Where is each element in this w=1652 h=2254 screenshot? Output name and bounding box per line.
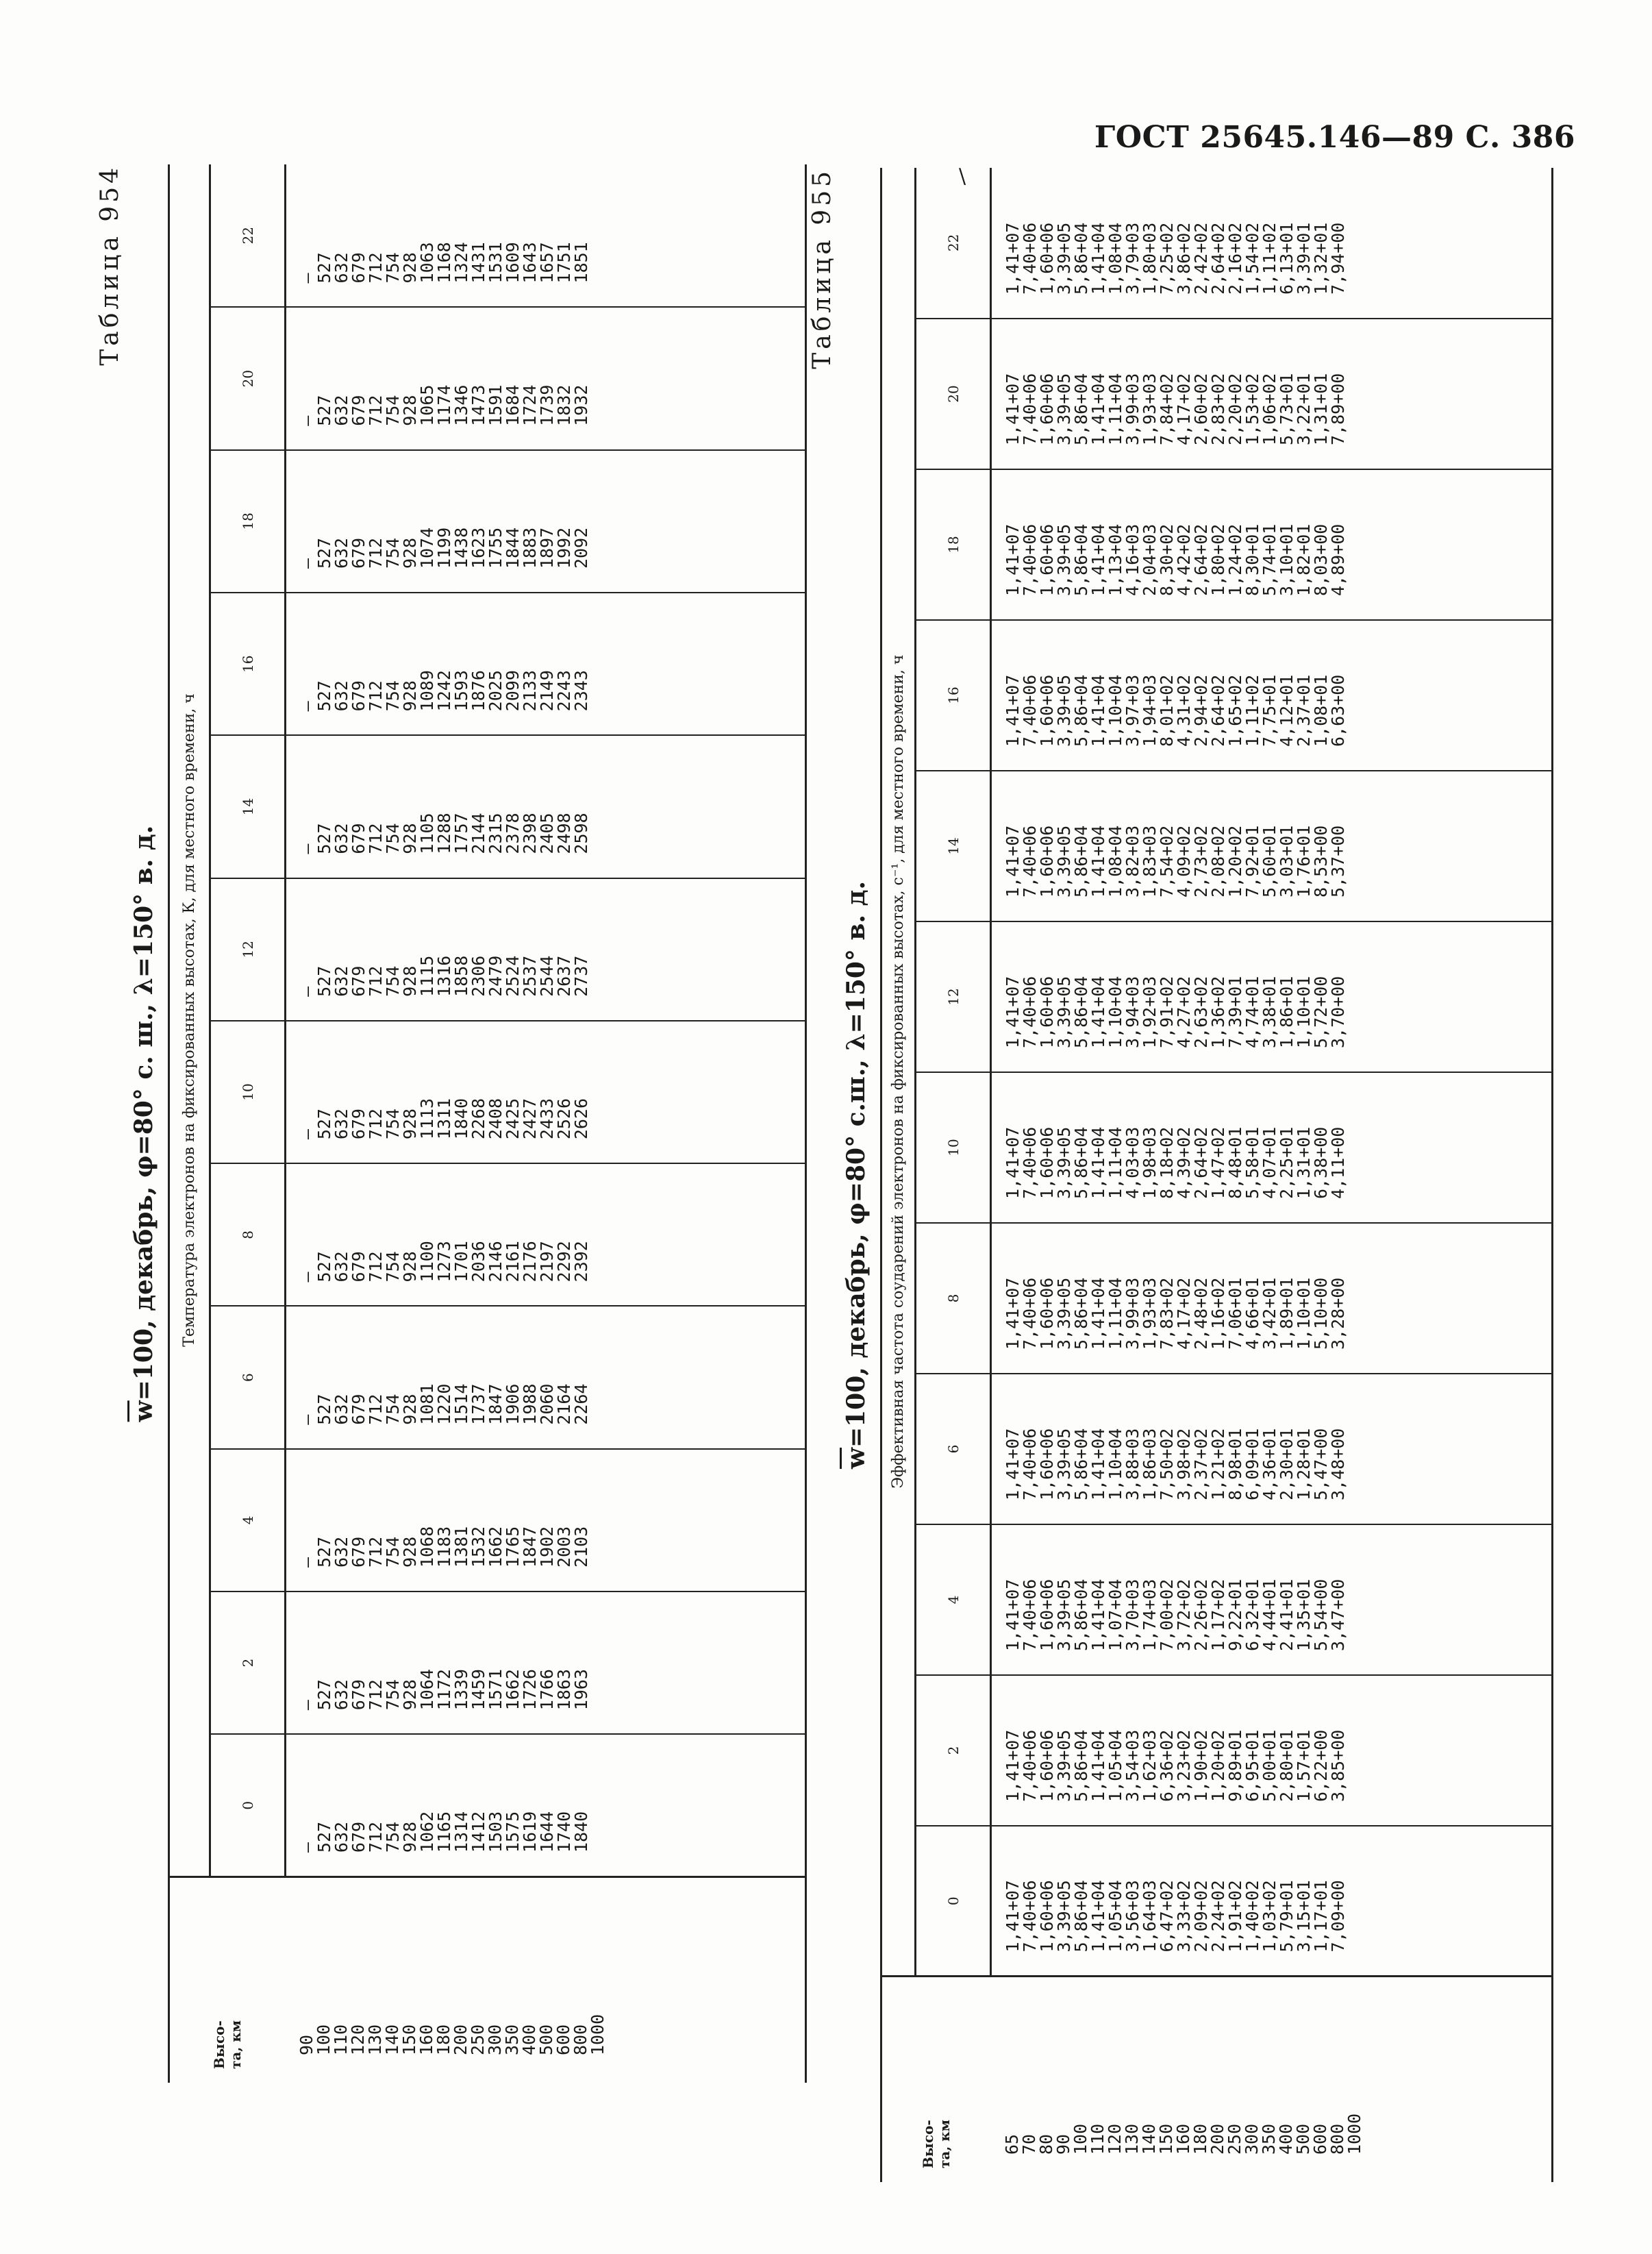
value-column: — 527 632 679 712 754 928 1100 1273 1701 2036 2146 2161 2176 2197 2292 2392 [286,1163,806,1306]
value-column: — 527 632 679 712 754 928 1113 1311 1840 2268 2408 2425 2427 2433 2526 2626 [286,1021,806,1163]
hour-header: 10 [210,1021,286,1163]
table-954-block [96,164,807,2083]
page-header: ГОСТ 25645.146—89 С. 386 [1094,120,1575,155]
value-column: 1,41+07 7,40+06 1,60+06 3,39+05 5,86+04 1,41+04 1,05+04 3,56+03 1,64+03 6,47+02 3,33+02 2,09+02 2,24+02 1,91+02 1,40+02 1,03+02 5,79+01 3,15+01 1,17+01 7,09+00 [991,1826,1553,1977]
value-column: 1,41+07 7,40+06 1,60+06 3,39+05 5,86+04 1,41+04 1,10+04 3,97+03 1,94+03 8,01+02 4,31+02 2,94+02 2,64+02 1,65+02 1,11+02 7,75+01 4,12+01 2,37+01 1,08+01 6,63+00 [991,620,1553,771]
margin-mark: \ [959,164,966,188]
value-column: 1,41+07 7,40+06 1,60+06 3,39+05 5,86+04 1,41+04 1,11+04 4,03+03 1,98+03 8,18+02 4,39+02 2,64+02 1,47+02 8,48+01 5,58+01 4,07+01 2,25+01 1,31+01 6,38+00 4,11+00 [991,1072,1553,1223]
hour-header: 12 [916,921,991,1072]
table-955-block [808,168,1553,2182]
hour-header: 0 [210,1734,286,1877]
altitude-header: Высо- та, км [881,1977,991,2182]
value-column: — 527 632 679 712 754 928 1105 1288 1757 2144 2315 2378 2398 2405 2498 2598 [286,735,806,878]
span-header: Эффективная частота соударений электронов на фиксированных высотах, с⁻¹, для местного времени, ч [881,168,916,1977]
hour-header: 18 [916,469,991,620]
value-column: 1,41+07 7,40+06 1,60+06 3,39+05 5,86+04 1,41+04 1,10+04 3,88+03 1,86+03 7,50+02 3,98+02 2,37+02 1,21+02 8,98+01 6,09+01 4,36+01 2,30+01 1,28+01 5,47+00 3,48+00 [991,1374,1553,1524]
hours-row [210,164,286,2083]
altitude-column: 65 70 80 90 100 110 120 130 140 150 160 180 200 250 300 350 400 500 600 800 1000 [991,1977,1553,2182]
hour-header: 2 [916,1675,991,1826]
hour-header: 12 [210,878,286,1021]
hour-header: 4 [210,1449,286,1592]
hour-header: 18 [210,450,286,593]
value-column: 1,41+07 7,40+06 1,60+06 3,39+05 5,86+04 1,41+04 1,13+04 4,16+03 2,04+03 8,30+02 4,42+02 2,64+02 1,80+02 1,24+02 8,30+01 5,74+01 3,10+01 1,82+01 8,03+00 4,89+00 [991,469,1553,620]
table-row [286,164,806,2083]
table-number: Таблица 955 [808,168,836,369]
hour-header: 20 [210,307,286,449]
hour-header: 0 [916,1826,991,1977]
table-row [991,168,1553,2182]
span-header: Температура электронов на фиксированных высотах, К, для местного времени, ч [169,164,210,1877]
hour-header: 2 [210,1592,286,1734]
table-number: Таблица 954 [96,164,124,366]
hour-header: 22 [916,168,991,319]
hour-header: 22 [210,164,286,307]
hour-header: 6 [916,1374,991,1524]
altitude-column: 90 100 110 120 130 140 150 160 180 200 250 300 350 400 500 600 800 1000 [286,1877,806,2083]
value-column: — 527 632 679 712 754 928 1115 1316 1858 2306 2479 2524 2537 2544 2637 2737 [286,878,806,1021]
hour-header: 10 [916,1072,991,1223]
value-column: — 527 632 679 712 754 928 1074 1199 1438 1623 1755 1844 1883 1897 1992 2092 [286,450,806,593]
hour-header: 16 [916,620,991,771]
value-column: 1,41+07 7,40+06 1,60+06 3,39+05 5,86+04 1,41+04 1,11+04 3,99+03 1,93+03 7,83+02 4,17+02 2,48+02 1,16+02 7,06+01 4,66+01 3,42+01 1,89+01 1,10+01 5,10+00 3,28+00 [991,1223,1553,1374]
hour-header: 6 [210,1306,286,1448]
value-column: — 527 632 679 712 754 928 1089 1242 1593 1876 2025 2099 2133 2149 2243 2343 [286,593,806,735]
data-table [168,164,807,2083]
value-column: — 527 632 679 712 754 928 1065 1174 1346 1473 1591 1684 1724 1739 1832 1932 [286,307,806,449]
hour-header: 14 [210,735,286,878]
hour-header: 16 [210,593,286,735]
value-column: — 527 632 679 712 754 928 1081 1220 1514 1737 1847 1906 1988 2060 2164 2264 [286,1306,806,1448]
value-column: 1,41+07 7,40+06 1,60+06 3,39+05 5,86+04 1,41+04 1,10+04 3,94+03 1,92+03 7,91+02 4,27+02 2,63+02 1,36+02 7,39+01 4,74+01 3,38+01 1,86+01 1,10+01 5,72+00 3,70+00 [991,921,1553,1072]
hour-header: 8 [210,1163,286,1306]
value-column: 1,41+07 7,40+06 1,60+06 3,39+05 5,86+04 1,41+04 1,08+04 3,82+03 1,83+03 7,54+02 4,09+02 2,73+02 2,08+02 1,20+02 7,92+01 5,60+01 3,03+01 1,76+01 8,53+00 5,37+00 [991,771,1553,921]
table-title: $\overline{w}=100$, декабрь, φ=80° с. ш., λ=150° в. д. [129,825,158,1422]
value-column: — 527 632 679 712 754 928 1064 1172 1339 1459 1571 1662 1726 1766 1863 1963 [286,1592,806,1734]
data-table [880,168,1553,2182]
hour-header: 4 [916,1524,991,1675]
value-column: — 527 632 679 712 754 928 1068 1183 1381 1532 1662 1765 1847 1902 2003 2103 [286,1449,806,1592]
altitude-header: Высо- та, км [169,1877,286,2083]
value-column: 1,41+07 7,40+06 1,60+06 3,39+05 5,86+04 1,41+04 1,07+04 3,70+03 1,74+03 7,00+02 3,72+02 2,26+02 1,17+02 9,22+01 6,32+01 4,44+01 2,41+01 1,35+01 5,54+00 3,47+00 [991,1524,1553,1675]
value-column: 1,41+07 7,40+06 1,60+06 3,39+05 5,86+04 1,41+04 1,05+04 3,54+03 1,62+03 6,36+02 3,23+02 1,90+02 1,20+02 9,89+01 6,95+01 5,00+01 2,80+01 1,57+01 6,22+00 3,85+00 [991,1675,1553,1826]
hour-header: 8 [916,1223,991,1374]
value-column: — 527 632 679 712 754 928 1062 1165 1314 1412 1503 1575 1619 1644 1740 1840 [286,1734,806,1877]
value-column: 1,41+07 7,40+06 1,60+06 3,39+05 5,86+04 1,41+04 1,08+04 3,79+03 1,80+03 7,25+02 3,86+02 2,42+02 2,64+02 2,16+02 1,54+02 1,11+02 6,13+01 3,39+01 1,32+01 7,94+00 [1003,222,1348,295]
table-title: $\overline{w}=100$, декабрь, φ=80° с.ш., λ=150° в. д. [842,880,871,1470]
hours-row [916,168,991,2182]
hour-header: 14 [916,771,991,921]
value-column: 1,41+07 7,40+06 1,60+06 3,39+05 5,86+04 1,41+04 1,11+04 3,99+03 1,93+03 7,84+02 4,17+02 2,60+02 2,83+02 2,20+02 1,53+02 1,06+02 5,73+01 3,22+01 1,31+01 7,89+00 [991,319,1553,469]
value-column: — 527 632 679 712 754 928 1063 1168 1324 1431 1531 1609 1643 1657 1751 1851 [297,242,591,284]
hour-header: 20 [916,319,991,469]
